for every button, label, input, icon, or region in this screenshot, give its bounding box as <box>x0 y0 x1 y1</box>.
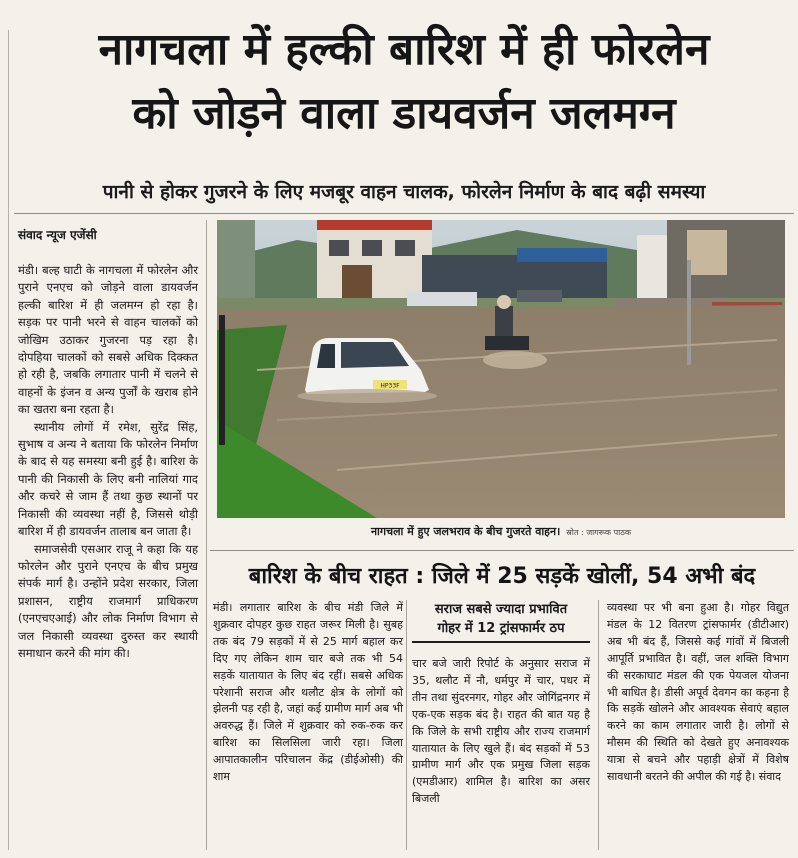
column-divider <box>598 600 599 850</box>
column-divider <box>206 220 207 850</box>
second-story-headline: बारिश के बीच राहत : जिले में 25 सड़कें खोलीं, 54 अभी बंद <box>248 564 756 589</box>
second-story-column-3: व्यवस्था पर भी बना हुआ है। गोहर विद्युत मंडल के 12 वितरण ट्रांसफार्मर (डीटीआर) अब भी बंद हैं, जिससे कई गांवों में बिजली आपूर्ति प्रभावित है। वहीं, जल शक्ति विभाग की सरकाघाट मंडल की एक पेयजल योजना भी बाधित है। डीसी अपूर्व देवगन का कहना है कि सड़कें खोलने और आवश्यक सेवाएं बहाल करने का काम लगातार जारी है। लोगों से मौसम की स्थिति को देखते हुए अनावश्यक यात्रा से बचने और पहाड़ी क्षेत्रों में विशेष सावधानी बरतने की अपील की गई है। संवाद <box>607 601 789 784</box>
photo-credit: स्रोत : जागरूक पाठक <box>566 528 632 537</box>
lead-story-column <box>18 262 198 662</box>
second-story-column-1: मंडी। लगातार बारिश के बीच मंडी जिले में शुक्रवार दोपहर कुछ राहत जरूर मिली है। सुबह तक बंद 79 सड़कों में से 25 मार्ग बहाल कर दिए गए लेकिन शाम चार बजे तक भी 54 सड़कें यातायात के लिए बंद रहीं। सबसे अधिक परेशानी सराज और थलौट क्षेत्र के लोगों को झेलनी पड़ रही है, जहां कई ग्रामीण मार्ग अब भी अवरुद्ध हैं। जिले में शुक्रवार को रुक-रुक कर बारिश का सिलसिला जारी रहा। जिला आपातकालीन परिचालन केंद्र (डीईओसी) की शाम <box>213 601 403 784</box>
flooded-road-photo <box>217 220 785 518</box>
news-photo <box>217 220 785 518</box>
byline: संवाद न्यूज एजेंसी <box>18 228 97 242</box>
subheadline: पानी से होकर गुजरने के लिए मजबूर वाहन चालक, फोरलेन निर्माण के बाद बढ़ी समस्या <box>102 181 706 203</box>
divider <box>210 550 794 551</box>
highlight-line-1: सराज सबसे ज्यादा प्रभावित <box>434 602 568 617</box>
divider <box>14 213 794 214</box>
lead-paragraph-1: मंडी। बल्ह घाटी के नागचला में फोरलेन और पुराने एनएच को जोड़ने वाला डायवर्जन हल्की बारिश में ही जलमग्न हो रहा है। सड़क पर पानी भरने से वाहन चालकों को जोखिम उठाकर गुजरना पड़ रहा है। दोपहिया चालकों को सबसे अधिक दिक्कत हो रही है, जबकि लगातार पानी में चलने से वाहनों के इंजन व अन्य पुर्जों के खराब होने का खतरा बना रहता है। <box>18 263 198 417</box>
page-edge <box>8 30 9 850</box>
number-plate: HP33F <box>380 382 400 390</box>
highlight-box <box>412 600 590 643</box>
highlight-line-2: गोहर में 12 ट्रांसफार्मर ठप <box>437 621 565 636</box>
caption-text: नागचला में हुए जलभराव के बीच गुजरते वाहन। <box>370 525 561 538</box>
headline-line-2: को जोड़ने वाला डायवर्जन जलमग्न <box>132 88 676 139</box>
photo-caption <box>217 524 785 539</box>
headline-line-1: नागचला में हल्की बारिश में ही फोरलेन <box>98 24 710 75</box>
column-divider <box>406 600 407 850</box>
lead-paragraph-2: स्थानीय लोगों में रमेश, सुरेंद्र सिंह, सुभाष व अन्य ने बताया कि फोरलेन निर्माण के बाद से यह समस्या बनी हुई है। बारिश के पानी की निकासी के लिए बनी नालियां गाद और कचरे से जाम हैं तथा कुछ स्थानों पर निकासी की व्यवस्था नहीं है, जिससे थोड़ी बारिश में ही डायवर्जन तालाब बन जाता है। <box>18 419 198 539</box>
second-story-column-2: चार बजे जारी रिपोर्ट के अनुसार सराज में 35, थलौट में नौ, धर्मपुर में चार, पधर में तीन तथा सुंदरनगर, गोहर और जोगिंद्रनगर में एक-एक सड़क बंद है। राहत की बात यह है कि जिले के सभी राष्ट्रीय और राज्य राजमार्ग यातायात के लिए खुले हैं। बंद सड़कों में 53 ग्रामीण मार्ग और एक प्रमुख जिला सड़क (एमडीआर) शामिल है। बारिश का असर बिजली <box>412 657 590 806</box>
lead-paragraph-3: समाजसेवी एसआर राजू ने कहा कि यह फोरलेन और पुराने एनएच के बीच प्रमुख संपर्क मार्ग है। उन्होंने प्रदेश सरकार, जिला प्रशासन, राष्ट्रीय राजमार्ग प्राधिकरण (एनएचएआई) और लोक निर्माण विभाग से जल निकासी व्यवस्था दुरुस्त कर स्थायी समाधान करने की मांग की। <box>18 541 198 660</box>
